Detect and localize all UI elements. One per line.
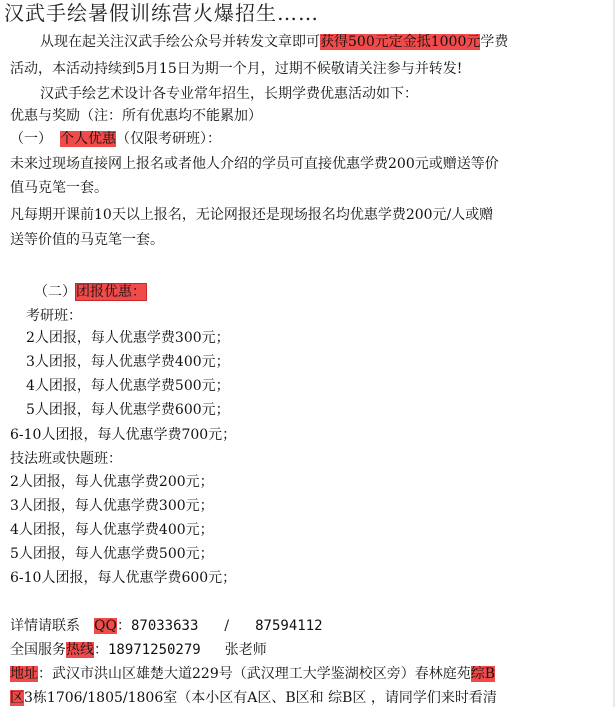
kaoyan-item: 3人团报，每人优惠学费400元； <box>26 354 230 370</box>
section1-paragraph: 值马克笔一套。 <box>10 180 108 196</box>
intro-text: 从现在起关注汉武手绘公众号并转发文章即可 <box>40 34 320 50</box>
address-text-2: 3栋1706/1805/1806室（本小区有A区、B区和 综B区 ，请同学们来时看清 <box>24 690 497 706</box>
hotline-highlight: 热线 <box>66 642 94 658</box>
kaoyan-item: 4人团报，每人优惠学费500元； <box>26 378 230 394</box>
hotline-number: ：18971250279 <box>94 642 201 658</box>
address-label: 地址 <box>10 666 38 682</box>
section2-prefix: （二） <box>34 284 76 300</box>
deposit-highlight: 获得500元定金抵1000元 <box>320 34 481 50</box>
qq-number-2: 87594112 <box>255 618 323 634</box>
intro-line-4: 优惠与奖励（注：所有优惠均不能累加） <box>10 108 262 124</box>
section1-suffix: （仅限考研班）： <box>116 131 221 147</box>
kaoyan-label: 考研班： <box>26 308 82 324</box>
jifa-item: 5人团报，每人优惠学费500元； <box>10 546 214 562</box>
section1-highlight: 个人优惠 <box>60 131 116 147</box>
qq-slash: / <box>224 618 230 634</box>
details-label: 详情请联系 <box>10 618 80 634</box>
teacher-name: 张老师 <box>224 642 267 658</box>
section2-highlight: 团报优惠： <box>76 284 146 300</box>
jifa-item: 4人团报，每人优惠学费400元； <box>10 522 214 538</box>
jifa-item: 6-10人团报，每人优惠学费600元； <box>10 570 237 586</box>
contact-line-hotline <box>10 640 267 660</box>
page-title: 汉武手绘暑假训练营火爆招生…… <box>4 1 319 25</box>
section1-prefix: （一） <box>10 131 52 147</box>
kaoyan-item: 2人团报，每人优惠学费300元； <box>26 330 230 346</box>
intro-line-1 <box>40 32 508 52</box>
section1-heading <box>10 129 221 149</box>
jifa-item: 3人团报，每人优惠学费300元； <box>10 498 214 514</box>
qq-number: ：87033633 <box>116 618 199 634</box>
intro-text: 学费 <box>480 34 509 50</box>
service-label: 全国服务 <box>10 642 66 658</box>
kaoyan-item: 5人团报，每人优惠学费600元； <box>26 402 230 418</box>
address-text: ：武汉市洪山区雄楚大道229号（武汉理工大学鉴湖校区旁）春林庭苑 <box>38 666 471 682</box>
contact-line-address-2 <box>10 688 497 708</box>
jifa-label: 技法班或快题班： <box>10 451 122 467</box>
kaoyan-item: 6-10人团报，每人优惠学费700元； <box>10 427 237 443</box>
qq-label: QQ <box>94 618 117 634</box>
contact-line-qq <box>10 616 323 636</box>
jifa-item: 2人团报，每人优惠学费200元； <box>10 474 214 490</box>
section1-paragraph: 凡每期开课前10天以上报名，无论网报还是现场报名均优惠学费200元/人或赠 <box>10 207 494 223</box>
section1-paragraph: 送等价值的马克笔一套。 <box>10 232 164 248</box>
section1-paragraph: 未来过现场直接网上报名或者他人介绍的学员可直接优惠学费200元或赠送等价 <box>10 156 499 172</box>
intro-line-2: 活动，本活动持续到5月15日为期一个月，过期不候敬请关注参与并转发! <box>10 61 463 77</box>
intro-line-3: 汉武手绘艺术设计各专业常年招生，长期学费优惠活动如下： <box>40 86 418 102</box>
address-highlight: 综B <box>470 666 496 682</box>
contact-line-address <box>10 664 495 684</box>
address-highlight-2: 区 <box>10 690 24 706</box>
section2-heading <box>34 282 146 302</box>
